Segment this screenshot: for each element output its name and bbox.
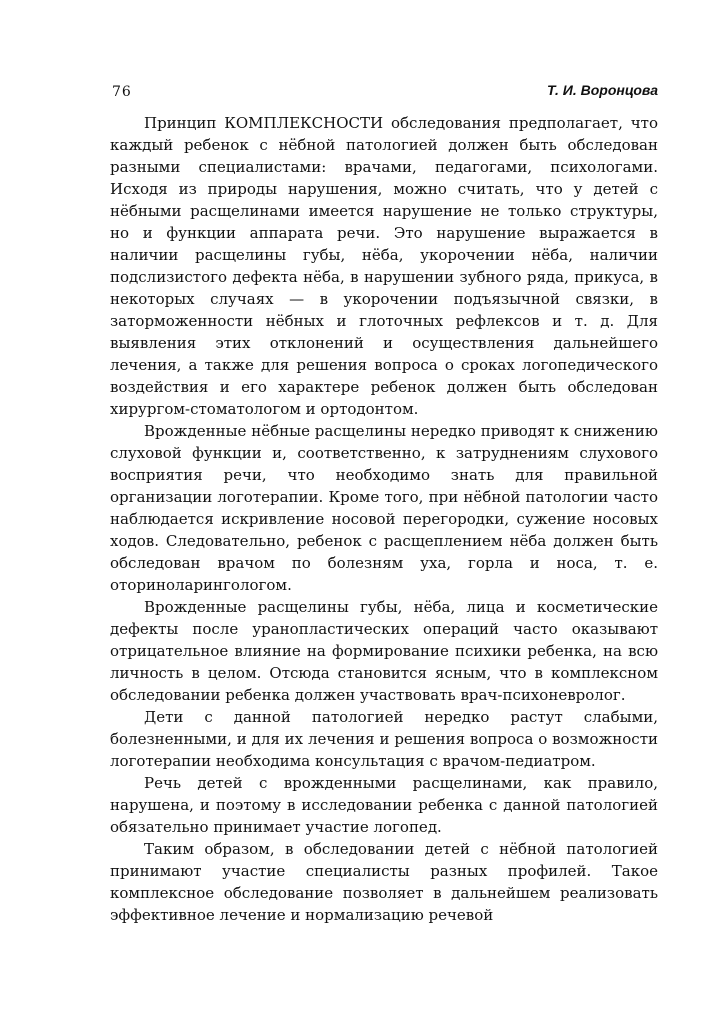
paragraph-speech-therapist: Речь детей с врожденными расщелинами, как правило, нарушена, и поэтому в исследовании ребенка с данной патологией обязательно принимает участие логопед.: [110, 774, 658, 836]
paragraph-complexity-principle: Принцип КОМПЛЕКСНОСТИ обследования предполагает, что каждый ребенок с нёбной патологией должен быть обследован разными специалистами: врачами, педагогами, психологами. Исходя из природы нарушения, можно считать, что у детей с нёбными расщелинами имеется нарушение не только структуры, но и функции аппарата речи. Это нарушение выражается в наличии расщелины губы, нёба, укорочении нёба, наличии подслизистого дефекта нёба, в нарушении зубного ряда, прикуса, в некоторых случаях — в укорочении подъязычной связки, в заторможенности нёбных и глоточных рефлексов и т. д. Для выявления этих отклонений и осуществления дальнейшего лечения, а также для решения вопроса о сроках логопедического воздействия и его характере ребенок должен быть обследован хирургом-стоматологом и ортодонтом.: [110, 114, 658, 418]
paragraph-conclusion: Таким образом, в обследовании детей с нёбной патологией принимают участие специалисты разных профилей. Такое комплексное обследование позволяет в дальнейшем реализовать эффективное лечение и нормализацию речевой: [110, 840, 658, 924]
paragraph-psychoneurologist: Врожденные расщелины губы, нёба, лица и косметические дефекты после уранопластических операций часто оказывают отрицательное влияние на формирование психики ребенка, на всю личность в целом. Отсюда становится ясным, что в комплексном обследовании ребенка должен участвовать врач-психоневролог.: [110, 598, 658, 704]
paragraph-hearing-function: Врожденные нёбные расщелины нередко приводят к снижению слуховой функции и, соответственно, к затруднениям слухового восприятия речи, что необходимо знать для правильной организации логотерапии. Кроме того, при нёбной патологии часто наблюдается искривление носовой перегородки, сужение носовых ходов. Следовательно, ребенок с расщеплением нёба должен быть обследован врачом по болезням уха, горла и носа, т. е. оториноларингологом.: [110, 422, 658, 594]
running-head-author: Т. И. Воронцова: [547, 82, 658, 98]
body-text: [110, 112, 658, 926]
page-number: 76: [112, 84, 132, 100]
paragraph-pediatrician: Дети с данной патологией нередко растут слабыми, болезненными, и для их лечения и решения вопроса о возможности логотерапии необходима консультация с врачом-педиатром.: [110, 708, 658, 770]
